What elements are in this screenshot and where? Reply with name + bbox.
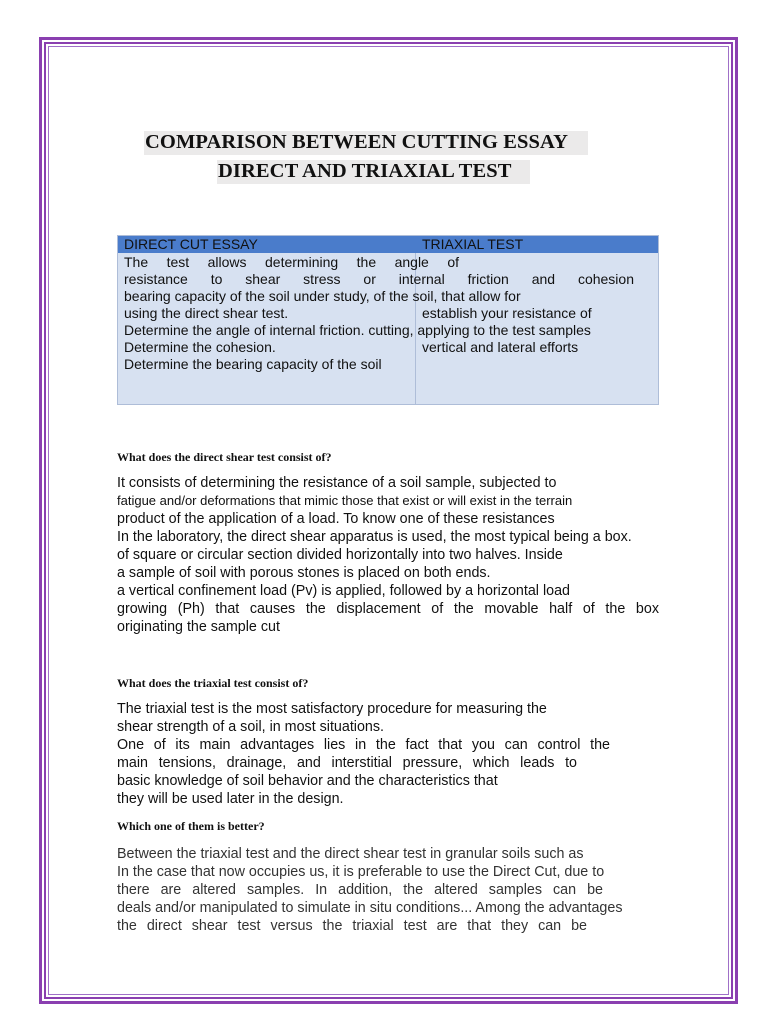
table-header-triaxial: TRIAXIAL TEST (422, 236, 524, 252)
body-line: of square or circular section divided horizontally into two halves. Inside (117, 547, 563, 563)
body-line: In the case that now occupies us, it is preferable to use the Direct Cut, due to (117, 864, 605, 880)
table-line: The test allows determining the angle of (124, 254, 459, 270)
body-line: they will be used later in the design. (117, 791, 344, 807)
section-heading-triaxial: What does the triaxial test consist of? (117, 676, 309, 690)
body-line: a vertical confinement load (Pv) is applied, followed by a horizontal load (117, 583, 570, 599)
body-line: originating the sample cut (117, 619, 280, 635)
body-line: basic knowledge of soil behavior and the characteristics that (117, 773, 498, 789)
section-heading-direct-shear: What does the direct shear test consist of? (117, 450, 332, 464)
table-line: bearing capacity of the soil under study, of the soil, that allow for (124, 288, 521, 304)
body-line: One of its main advantages lies in the fact that you can control the (117, 737, 610, 753)
table-line: using the direct shear test. (124, 305, 289, 321)
table-line-right: vertical and lateral efforts (422, 339, 579, 355)
table-line: Determine the bearing capacity of the soil (124, 356, 382, 372)
table-line: Determine the angle of internal friction. cutting, applying to the test samples (124, 322, 591, 338)
body-line: main tensions, drainage, and interstitial pressure, which leads to (117, 755, 577, 771)
section-body-direct-shear (117, 474, 659, 636)
body-line: The triaxial test is the most satisfactory procedure for measuring the (117, 701, 547, 717)
body-line: there are altered samples. In addition, the altered samples can be (117, 882, 603, 898)
table-line: Determine the cohesion. (124, 339, 276, 355)
comparison-table (117, 235, 659, 405)
body-line: a sample of soil with porous stones is placed on both ends. (117, 565, 491, 581)
body-line: growing (Ph) that causes the displacement of the movable half of the box (117, 601, 659, 617)
body-line: product of the application of a load. To know one of these resistances (117, 511, 555, 527)
body-line: It consists of determining the resistance of a soil sample, subjected to (117, 475, 557, 491)
body-line: fatigue and/or deformations that mimic those that exist or will exist in the terrain (117, 493, 573, 508)
body-line: the direct shear test versus the triaxial test are that they can be (117, 918, 587, 934)
table-header-direct-cut: DIRECT CUT ESSAY (124, 236, 258, 252)
section-body-which-better (117, 845, 622, 935)
table-header-row (118, 236, 658, 253)
body-line: shear strength of a soil, in most situations. (117, 719, 385, 735)
table-line-right: establish your resistance of (422, 305, 592, 321)
body-line: Between the triaxial test and the direct shear test in granular soils such as (117, 846, 584, 862)
table-line: resistance to shear stress or internal friction and cohesion (124, 271, 634, 287)
section-body-triaxial (117, 700, 610, 808)
document-title-line-2: DIRECT AND TRIAXIAL TEST (217, 160, 530, 184)
document-title-line-1: COMPARISON BETWEEN CUTTING ESSAY (144, 131, 588, 155)
body-line: deals and/or manipulated to simulate in situ conditions... Among the advantages (117, 900, 623, 916)
section-heading-which-better: Which one of them is better? (117, 819, 265, 833)
body-line: In the laboratory, the direct shear apparatus is used, the most typical being a box. (117, 529, 632, 545)
